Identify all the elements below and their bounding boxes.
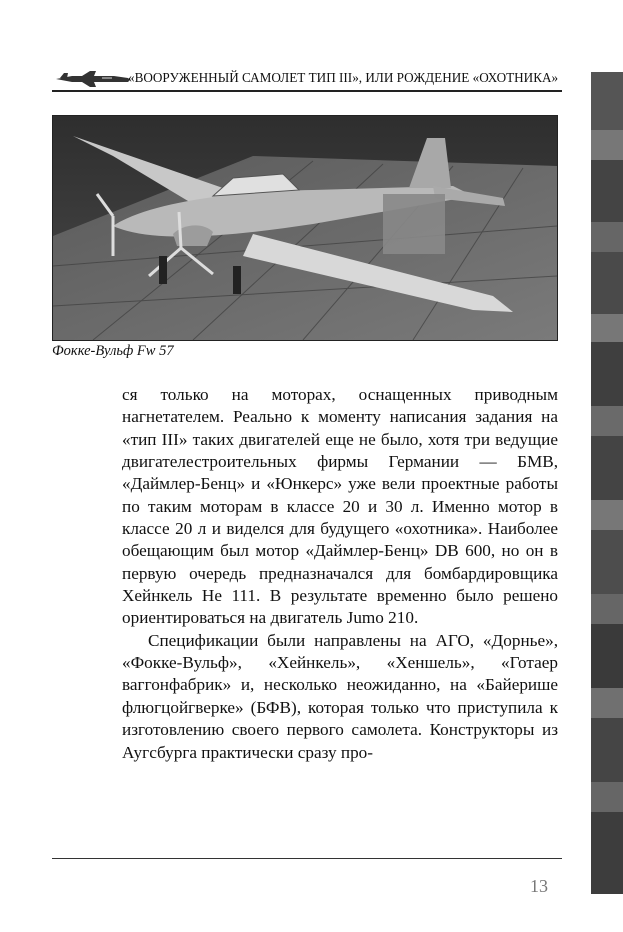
header-title: «ВООРУЖЕННЫЙ САМОЛЕТ ТИП III», ИЛИ РОЖДЕНИЕ «ОХОТНИКА» (128, 70, 559, 85)
paragraph: ся только на моторах, оснащенных приводным нагнетателем. Реально к моменту написания задания на «тип III» таких двигателей еще не было, хотя три ведущие двигателестроительных фирмы Германии — БМВ, «Даймлер-Бенц» и «Юнкерс» уже вели проектные работы по таким моторам в классе 20 и 30 л. Именно мотор в классе 20 л и виделся для будущего «охотника». Наиболее обещающим был мотор «Даймлер-Бенц» DB 600, но он в первую очередь предназначался для бомбардировщика Хейнкель He 111. В результате временно было решено ориентироваться на двигатель Jumo 210. (122, 385, 558, 628)
body-text (122, 384, 558, 764)
footer-divider (52, 858, 562, 859)
airplane-icon (54, 70, 132, 88)
running-header (52, 68, 562, 90)
figure-caption: Фокке-Вульф Fw 57 (52, 343, 174, 359)
header-divider (52, 90, 562, 92)
paragraph: Спецификации были направлены на АГО, «Дорнье», «Фокке-Вульф», «Хейнкель», «Хеншель», «Готаер ваггонфабрик» и, несколько неожиданно, на «Байерише флюгцойгверке» (БФВ), которая только что приступила к изготовлению своего первого самолета. Конструкторы из Аугсбурга практически сразу про- (122, 630, 558, 762)
aircraft-photo (52, 115, 558, 341)
page-number: 13 (530, 876, 548, 896)
page-edge-thumb-index (591, 72, 623, 894)
aircraft-photo-illustration (53, 116, 557, 340)
